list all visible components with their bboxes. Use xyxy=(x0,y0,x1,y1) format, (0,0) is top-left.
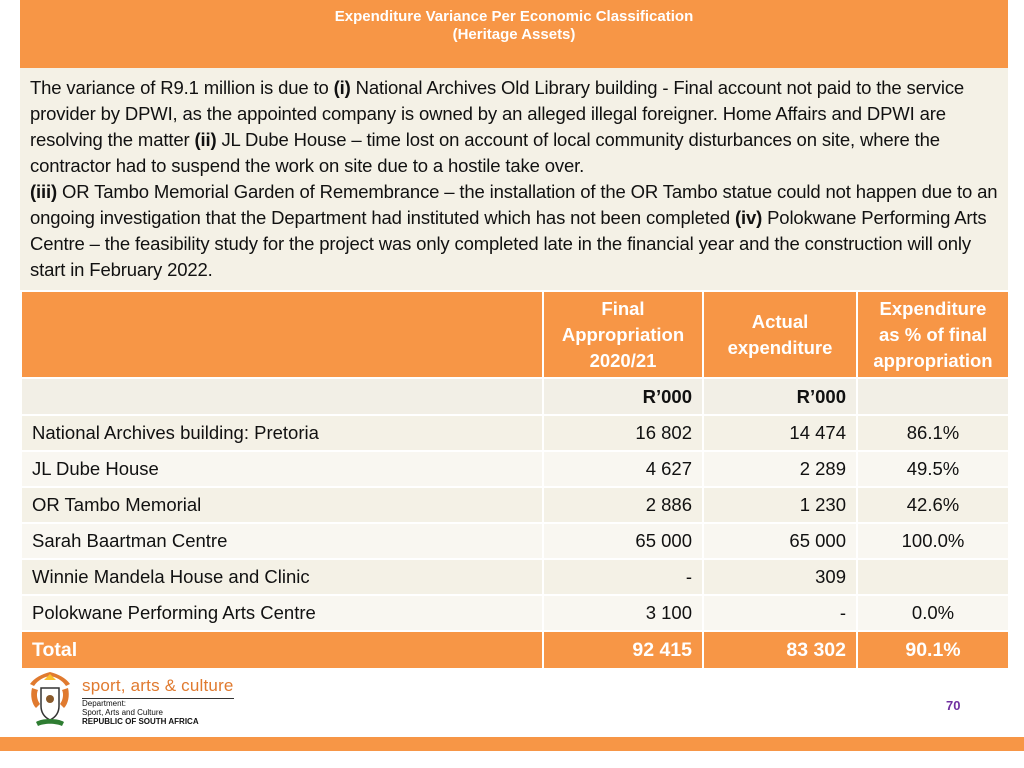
row-label: Winnie Mandela House and Clinic xyxy=(21,559,543,595)
row-label: National Archives building: Pretoria xyxy=(21,415,543,451)
title-line-2: (Heritage Assets) xyxy=(452,26,576,43)
final-appropriation-cell: 3 100 xyxy=(543,595,703,631)
table-row xyxy=(21,523,1009,559)
total-actual-expenditure: 83 302 xyxy=(703,631,857,669)
final-appropriation-cell: 65 000 xyxy=(543,523,703,559)
dept-label: Department: xyxy=(82,699,127,708)
actual-expenditure-cell: 2 289 xyxy=(703,451,857,487)
coat-of-arms-icon xyxy=(24,668,76,730)
unit-cell: R’000 xyxy=(543,378,703,415)
row-label: Polokwane Performing Arts Centre xyxy=(21,595,543,631)
desc-text: JL Dube House – time lost on account of local community disturbances on site, where the contractor had to suspend the work on site due to a hostile take over. xyxy=(30,129,940,176)
desc-marker-i: (i) xyxy=(333,77,351,98)
final-appropriation-cell: 4 627 xyxy=(543,451,703,487)
table-row xyxy=(21,415,1009,451)
actual-expenditure-cell: 65 000 xyxy=(703,523,857,559)
actual-expenditure-cell: 1 230 xyxy=(703,487,857,523)
country-name: REPUBLIC OF SOUTH AFRICA xyxy=(82,717,199,726)
actual-expenditure-cell: 14 474 xyxy=(703,415,857,451)
title-line-1: Expenditure Variance Per Economic Classification xyxy=(334,8,694,25)
column-header-actual-expenditure: Actual expenditure xyxy=(703,291,857,378)
actual-expenditure-cell: 309 xyxy=(703,559,857,595)
dept-name: Sport, Arts and Culture xyxy=(82,708,163,717)
desc-marker-ii: (ii) xyxy=(194,129,217,150)
total-row xyxy=(21,631,1009,669)
page-number: 70 xyxy=(946,698,961,713)
final-appropriation-cell: 2 886 xyxy=(543,487,703,523)
table-row xyxy=(21,595,1009,631)
expenditure-table xyxy=(20,290,1010,670)
total-final-appropriation: 92 415 xyxy=(543,631,703,669)
actual-expenditure-cell: - xyxy=(703,595,857,631)
row-label: JL Dube House xyxy=(21,451,543,487)
desc-marker-iv: (iv) xyxy=(734,207,763,228)
row-label: OR Tambo Memorial xyxy=(21,487,543,523)
percent-cell: 0.0% xyxy=(857,595,1009,631)
desc-text: OR Tambo Memorial Garden of Remembrance – the installation of the OR Tambo statue could not happen due to an ongoing investigation that the Department had instituted which has not been completed xyxy=(30,181,998,228)
desc-marker-iii: (iii) xyxy=(30,181,57,202)
percent-cell: 100.0% xyxy=(857,523,1009,559)
total-label: Total xyxy=(21,631,543,669)
percent-cell: 42.6% xyxy=(857,487,1009,523)
desc-text: National Archives Old Library building - Final account not paid to the service provider by DPWI, as the appointed company is owned by an alleged illegal foreigner. Home Affairs and DPWI are resolving the matter xyxy=(30,77,965,150)
row-label: Sarah Baartman Centre xyxy=(21,523,543,559)
final-appropriation-cell: 16 802 xyxy=(543,415,703,451)
percent-cell: 49.5% xyxy=(857,451,1009,487)
table-row xyxy=(21,451,1009,487)
unit-cell xyxy=(857,378,1009,415)
column-header-expenditure-percent: Expenditure as % of final appropriation xyxy=(857,291,1009,378)
unit-cell xyxy=(21,378,543,415)
desc-text: Polokwane Performing Arts Centre – the feasibility study for the project was only completed late in the financial year and the construction will only start in February 2022. xyxy=(30,207,987,280)
column-header-final-appropriation: Final Appropriation 2020/21 xyxy=(543,291,703,378)
percent-cell: 86.1% xyxy=(857,415,1009,451)
slide-title xyxy=(20,0,1008,68)
unit-cell: R’000 xyxy=(703,378,857,415)
department-branding xyxy=(82,676,234,726)
column-header-item xyxy=(21,291,543,378)
footer-bar xyxy=(0,737,1024,751)
table-header-row xyxy=(21,291,1009,378)
final-appropriation-cell: - xyxy=(543,559,703,595)
total-percent: 90.1% xyxy=(857,631,1009,669)
desc-text: The variance of R9.1 million is due to xyxy=(30,77,334,98)
percent-cell xyxy=(857,559,1009,595)
variance-explanation xyxy=(20,68,1008,290)
table-row xyxy=(21,487,1009,523)
units-row xyxy=(21,378,1009,415)
brand-name: sport, arts & culture xyxy=(82,676,234,699)
table-row xyxy=(21,559,1009,595)
